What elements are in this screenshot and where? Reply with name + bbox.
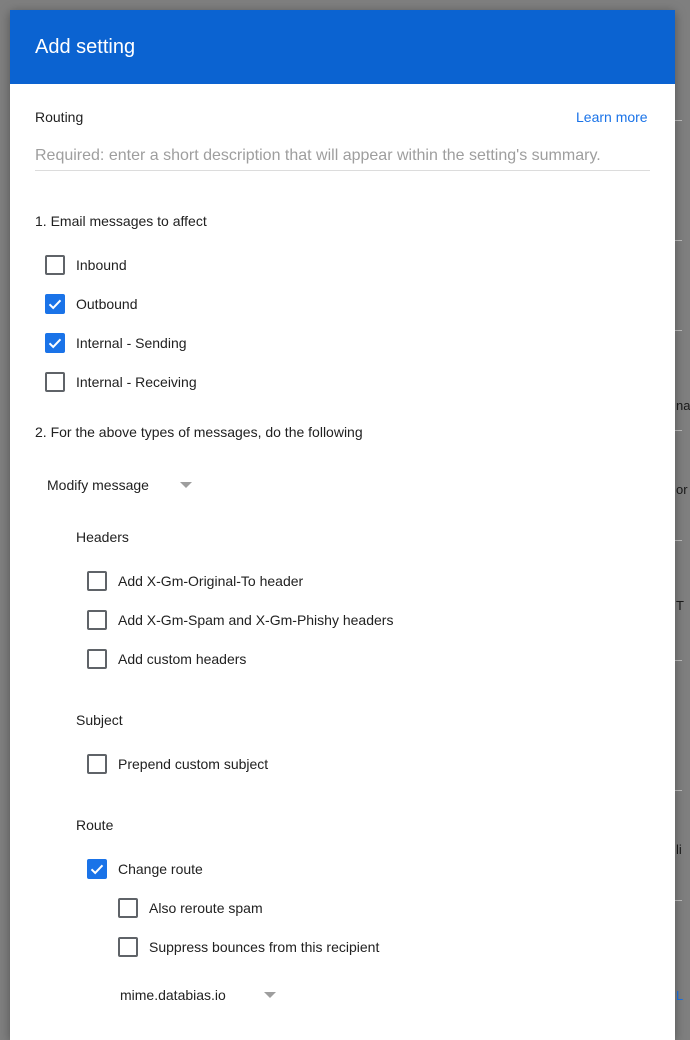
- bg-text-fragment: or: [676, 482, 688, 497]
- checkbox-suppress-bounces[interactable]: [118, 937, 379, 957]
- checkbox-box[interactable]: [87, 754, 107, 774]
- route-host-value: mime.databias.io: [120, 987, 226, 1003]
- description-input[interactable]: [35, 147, 650, 171]
- checkbox-label: Internal - Receiving: [76, 374, 197, 390]
- checkbox-label: Add X-Gm-Spam and X-Gm-Phishy headers: [118, 612, 394, 628]
- checkbox-prepend-subject[interactable]: [87, 754, 268, 774]
- headers-section-title: Headers: [76, 529, 129, 545]
- checkbox-label: Prepend custom subject: [118, 756, 269, 772]
- dialog-header: [10, 10, 675, 84]
- bg-divider: [674, 790, 682, 791]
- checkbox-label: Change route: [118, 861, 203, 877]
- route-section-title: Route: [76, 817, 114, 833]
- bg-text-fragment: L: [676, 988, 684, 1003]
- bg-divider: [674, 660, 682, 661]
- chevron-down-icon: [180, 482, 192, 488]
- subject-section-title: Subject: [76, 712, 123, 728]
- add-setting-dialog: [10, 10, 675, 1040]
- checkbox-box[interactable]: [87, 610, 107, 630]
- check-icon: [47, 335, 63, 351]
- checkbox-box[interactable]: [45, 255, 65, 275]
- checkbox-box[interactable]: [45, 372, 65, 392]
- checkbox-label: Outbound: [76, 296, 138, 312]
- checkbox-reroute-spam[interactable]: [118, 898, 263, 918]
- route-host-select[interactable]: [120, 987, 276, 1003]
- checkbox-box[interactable]: [118, 898, 138, 918]
- step2-heading: 2. For the above types of messages, do the following: [35, 424, 363, 440]
- chevron-down-icon: [264, 992, 276, 998]
- checkbox-box[interactable]: [87, 859, 107, 879]
- bg-divider: [674, 430, 682, 431]
- checkbox-internal-receiving[interactable]: [45, 372, 197, 392]
- action-select[interactable]: [47, 477, 192, 493]
- checkbox-inbound[interactable]: [45, 255, 127, 275]
- bg-divider: [674, 540, 682, 541]
- section-title: Routing: [35, 109, 84, 125]
- bg-divider: [674, 330, 682, 331]
- bg-divider: [674, 120, 682, 121]
- checkbox-change-route[interactable]: [87, 859, 203, 879]
- checkbox-original-to-header[interactable]: [87, 571, 303, 591]
- checkbox-box[interactable]: [118, 937, 138, 957]
- action-select-value: Modify message: [47, 477, 149, 493]
- checkbox-label: Add custom headers: [118, 651, 247, 667]
- bg-text-fragment: li: [676, 842, 682, 857]
- checkbox-internal-sending[interactable]: [45, 333, 187, 353]
- checkbox-box[interactable]: [45, 333, 65, 353]
- checkbox-label: Inbound: [76, 257, 127, 273]
- dialog-title: Add setting: [35, 36, 136, 58]
- checkbox-box[interactable]: [45, 294, 65, 314]
- checkbox-custom-headers[interactable]: [87, 649, 246, 669]
- checkbox-label: Suppress bounces from this recipient: [149, 939, 380, 955]
- bg-divider: [674, 900, 682, 901]
- bg-text-fragment: T: [676, 598, 684, 613]
- checkbox-box[interactable]: [87, 649, 107, 669]
- checkbox-outbound[interactable]: [45, 294, 138, 314]
- learn-more-link[interactable]: Learn more: [576, 109, 648, 125]
- checkbox-label: Internal - Sending: [76, 335, 187, 351]
- bg-divider: [674, 240, 682, 241]
- checkbox-label: Add X-Gm-Original-To header: [118, 573, 304, 589]
- checkbox-spam-phishy-headers[interactable]: [87, 610, 393, 630]
- checkbox-box[interactable]: [87, 571, 107, 591]
- bg-text-fragment: na: [676, 398, 690, 413]
- checkbox-label: Also reroute spam: [149, 900, 263, 916]
- step1-heading: 1. Email messages to affect: [35, 213, 207, 229]
- check-icon: [47, 296, 63, 312]
- check-icon: [89, 861, 105, 877]
